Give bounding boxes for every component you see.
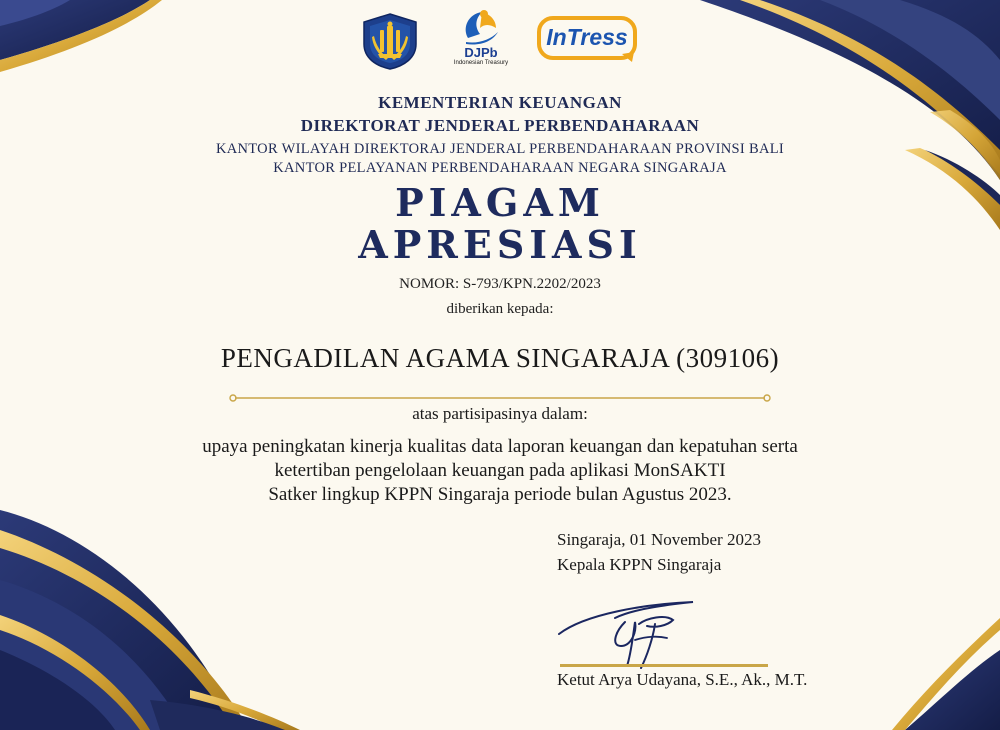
certificate-title-line1: PIAGAM (395, 180, 605, 225)
given-to-label: diberikan kepada: (446, 301, 554, 317)
ministry-name: KEMENTERIAN KEUANGAN (378, 93, 622, 112)
body-text-line1: upaya peningkatan kinerja kualitas data laporan keuangan dan kepatuhan serta (202, 436, 798, 457)
intress-logo (536, 14, 640, 66)
djpb-logo (446, 8, 516, 72)
djpb-emblem-icon (446, 8, 516, 48)
place-and-date: Singaraja, 01 November 2023 (557, 530, 761, 549)
body-text-line3: Satker lingkup KPPN Singaraja periode bulan Agustus 2023. (268, 484, 732, 505)
participation-label: atas partisipasinya dalam: (412, 404, 588, 423)
body-text-line2: ketertiban pengelolaan keuangan pada aplikasi MonSAKTI (274, 460, 726, 481)
djpb-subtitle: Indonesian Treasury (453, 60, 509, 66)
regional-office-name: KANTOR WILAYAH DIREKTORAJ JENDERAL PERBENDAHARAAN PROVINSI BALI (215, 141, 785, 157)
signature-underline (560, 664, 768, 667)
certificate-number: NOMOR: S-793/KPN.2202/2023 (399, 276, 601, 292)
djpb-name: DJPb (464, 45, 498, 60)
signer-name: Ketut Arya Udayana, S.E., Ak., M.T. (557, 670, 808, 689)
service-office-name: KANTOR PELAYANAN PERBENDAHARAAN NEGARA SINGARAJA (273, 160, 727, 176)
handwritten-signature (555, 596, 715, 672)
gold-divider (229, 393, 771, 403)
intress-wordmark: InTress (546, 24, 628, 50)
kemenkeu-emblem-icon (360, 12, 420, 70)
logo-bar (0, 8, 1000, 73)
directorate-name: DIREKTORAT JENDERAL PERBENDAHARAAN (300, 116, 700, 135)
recipient-name: PENGADILAN AGAMA SINGARAJA (309106) (220, 343, 780, 373)
certificate-title-line2: APRESIASI (358, 222, 642, 267)
signer-position: Kepala KPPN Singaraja (557, 555, 722, 574)
